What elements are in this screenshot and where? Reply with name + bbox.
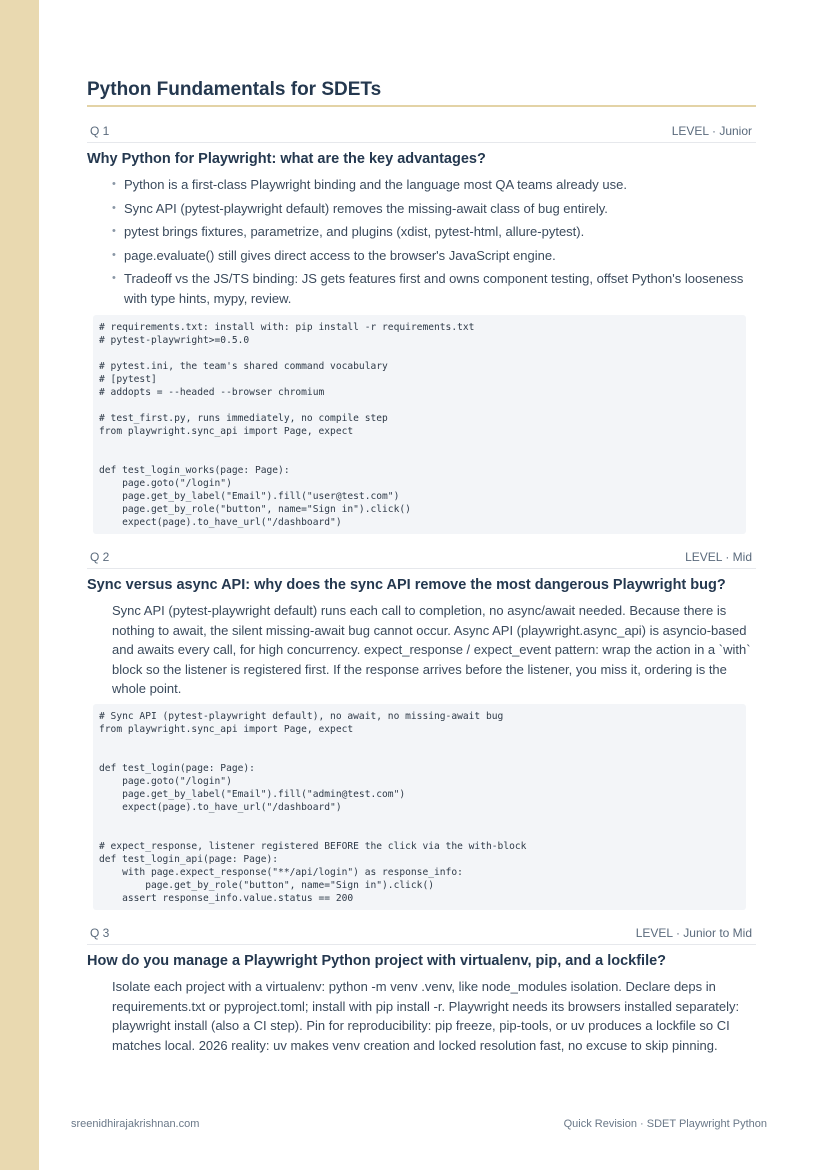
answer-text-2: Sync API (pytest-playwright default) runs each call to completion, no async/await needed. Because there is nothing to await, the silent missing-await bug cannot occur. Async API (playwright.async_api) is asyncio-based and awaits every call, for high concurrency. expect_response / expect_event pattern: wrap the action in a `with` block so the listener is registered first. If the response arrives before the listener, you miss it, ordering is the whole point. bbox=[112, 603, 751, 696]
question-number: Q 1 bbox=[90, 124, 110, 138]
question-title-3: How do you manage a Playwright Python project with virtualenv, pip, and a lockfile? bbox=[87, 953, 667, 969]
question-level: LEVEL · Junior bbox=[671, 124, 752, 138]
answer-bullet: • Sync API (pytest-playwright default) removes the missing-await class of bug entirely. bbox=[112, 199, 752, 219]
answer-bullets-1 bbox=[112, 175, 752, 312]
question-title-2: Sync versus async API: why does the sync API remove the most dangerous Playwright bug? bbox=[87, 577, 726, 593]
question-header-3 bbox=[87, 924, 756, 945]
answer-bullet: • Tradeoff vs the JS/TS binding: JS gets features first and owns component testing, offset Python's looseness with type hints, mypy, review. bbox=[112, 269, 752, 308]
question-number: Q 2 bbox=[90, 550, 110, 564]
question-title-1: Why Python for Playwright: what are the key advantages? bbox=[87, 151, 486, 167]
question-level: LEVEL · Mid bbox=[685, 550, 752, 564]
answer-bullet: • pytest brings fixtures, parametrize, and plugins (xdist, pytest-html, allure-pytest). bbox=[112, 222, 752, 242]
answer-text-3: Isolate each project with a virtualenv: python -m venv .venv, like node_modules isolation. Declare deps in requirements.txt or pyproject.toml; install with pip install -r. Playwright needs its browsers installed separately: playwright install (also a CI step). Pin for reproducibility: pip freeze, pip-tools, or uv produces a lockfile so CI matches local. 2026 reality: uv makes venv creation and locked resolution fast, no excuse to skip pinning. bbox=[112, 979, 740, 1053]
answer-bullet: • Python is a first-class Playwright binding and the language most QA teams already use. bbox=[112, 175, 752, 195]
question-header-1 bbox=[87, 122, 756, 143]
footer-caption: Quick Revision · SDET Playwright Python bbox=[563, 1118, 767, 1130]
left-accent-bar bbox=[0, 0, 39, 1170]
code-block-1: # requirements.txt: install with: pip install -r requirements.txt # pytest-playwright>=0.5.0 # pytest.ini, the team's shared command vocabulary # [pytest] # addopts = --headed --browser chromium # test_first.py, runs immediately, no compile step from playwright.sync_api import Page, expect def test_login_works(page: Page): page.goto("/login") page.get_by_label("Email").fill("user@test.com") page.get_by_role("button", name="Sign in").click() expect(page).to_have_url("/dashboard") bbox=[93, 315, 746, 534]
answer-bullet: • page.evaluate() still gives direct access to the browser's JavaScript engine. bbox=[112, 246, 752, 266]
footer-website: sreenidhirajakrishnan.com bbox=[71, 1118, 200, 1130]
question-level: LEVEL · Junior to Mid bbox=[635, 926, 752, 940]
document-title: Python Fundamentals for SDETs bbox=[87, 79, 756, 107]
code-block-2: # Sync API (pytest-playwright default), no await, no missing-await bug from playwright.sync_api import Page, expect def test_login(page: Page): page.goto("/login") page.get_by_label("Email").fill("admin@test.com") expect(page).to_have_url("/dashboard") # expect_response, listener registered BEFORE the click via the with-block def test_login_api(page: Page): with page.expect_response("**/api/login") as response_info: page.get_by_role("button", name="Sign in").click() assert response_info.value.status == 200 bbox=[93, 704, 746, 910]
question-number: Q 3 bbox=[90, 926, 110, 940]
question-header-2 bbox=[87, 548, 756, 569]
